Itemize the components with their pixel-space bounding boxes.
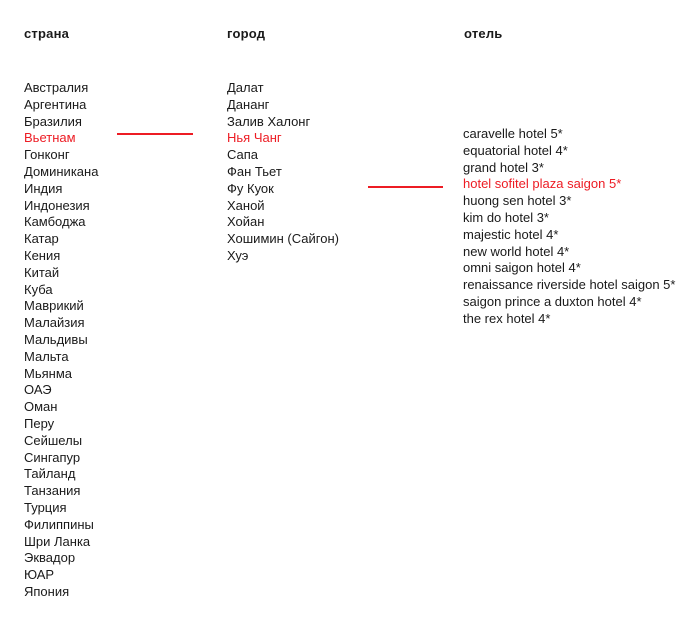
- city-list-item[interactable]: Нья Чанг: [227, 130, 282, 146]
- hotel-list-item[interactable]: saigon prince a duxton hotel 4*: [463, 293, 642, 309]
- country-list-item[interactable]: Бразилия: [24, 113, 82, 129]
- country-list-item[interactable]: Камбоджа: [24, 214, 86, 230]
- country-list-item[interactable]: Сейшелы: [24, 432, 83, 448]
- hotel-list-item[interactable]: equatorial hotel 4*: [463, 142, 568, 158]
- hotel-column-header: отель: [464, 26, 503, 41]
- country-list-item[interactable]: Кения: [24, 247, 61, 263]
- country-list-item[interactable]: Тайланд: [24, 466, 76, 482]
- country-list-item[interactable]: ЮАР: [24, 567, 55, 583]
- hotel-list-item[interactable]: kim do hotel 3*: [463, 209, 549, 225]
- hotel-list-item[interactable]: renaissance riverside hotel saigon 5*: [463, 277, 676, 293]
- hotel-list-item[interactable]: huong sen hotel 3*: [463, 193, 572, 209]
- country-list-item[interactable]: Аргентина: [24, 96, 87, 112]
- country-list-item[interactable]: Мьянма: [24, 365, 72, 381]
- country-list-item[interactable]: Филиппины: [24, 516, 94, 532]
- city-list-item[interactable]: Фан Тьет: [227, 163, 282, 179]
- country-list-item[interactable]: ОАЭ: [24, 382, 52, 398]
- country-list-item[interactable]: Вьетнам: [24, 130, 76, 146]
- city-list-item[interactable]: Дананг: [227, 96, 270, 112]
- country-list-item[interactable]: Индонезия: [24, 197, 90, 213]
- country-list-item[interactable]: Перу: [24, 415, 55, 431]
- country-column-header: страна: [24, 26, 70, 41]
- city-list-item[interactable]: Фу Куок: [227, 180, 274, 196]
- country-list-item[interactable]: Сингапур: [24, 449, 81, 465]
- country-list-item[interactable]: Оман: [24, 399, 58, 415]
- country-list-item[interactable]: Япония: [24, 583, 70, 599]
- hotel-list-item[interactable]: the rex hotel 4*: [463, 310, 551, 326]
- hotel-list-item[interactable]: omni saigon hotel 4*: [463, 260, 581, 276]
- city-list-item[interactable]: Залив Халонг: [227, 113, 311, 129]
- hotel-list-item[interactable]: new world hotel 4*: [463, 243, 570, 259]
- country-list-item[interactable]: Гонконг: [24, 147, 70, 163]
- country-list-item[interactable]: Мальдивы: [24, 331, 88, 347]
- country-list-item[interactable]: Австралия: [24, 80, 89, 95]
- country-list-item[interactable]: Доминикана: [24, 163, 99, 179]
- hotel-list-item[interactable]: majestic hotel 4*: [463, 226, 559, 242]
- selected-hotel-connector-line: [368, 186, 443, 188]
- city-list-item[interactable]: Хойан: [227, 214, 265, 230]
- country-list-item[interactable]: Танзания: [24, 483, 81, 499]
- hotel-list-item[interactable]: caravelle hotel 5*: [463, 126, 563, 141]
- country-list: [24, 80, 98, 601]
- country-list-item[interactable]: Турция: [24, 499, 67, 515]
- city-list-item[interactable]: Хуэ: [227, 247, 249, 263]
- city-list-item[interactable]: Хошимин (Сайгон): [227, 231, 339, 247]
- city-list: [227, 80, 339, 265]
- country-list-item[interactable]: Катар: [24, 231, 59, 247]
- hotel-list: [463, 126, 675, 328]
- city-list-item[interactable]: Ханой: [227, 197, 265, 213]
- country-list-item[interactable]: Китай: [24, 264, 60, 280]
- country-list-item[interactable]: Мальта: [24, 348, 69, 364]
- selected-country-connector-line: [117, 133, 193, 135]
- country-list-item[interactable]: Индия: [24, 180, 63, 196]
- country-list-item[interactable]: Малайзия: [24, 315, 85, 331]
- city-list-item[interactable]: Сапа: [227, 147, 259, 163]
- country-list-item[interactable]: Эквадор: [24, 550, 76, 566]
- hotel-list-item[interactable]: grand hotel 3*: [463, 159, 544, 175]
- country-list-item[interactable]: Маврикий: [24, 298, 84, 314]
- country-list-item[interactable]: Шри Ланка: [24, 533, 91, 549]
- hotel-list-item[interactable]: hotel sofitel plaza saigon 5*: [463, 176, 622, 192]
- country-list-item[interactable]: Куба: [24, 281, 53, 297]
- city-list-item[interactable]: Далат: [227, 80, 264, 95]
- city-column-header: город: [227, 26, 266, 41]
